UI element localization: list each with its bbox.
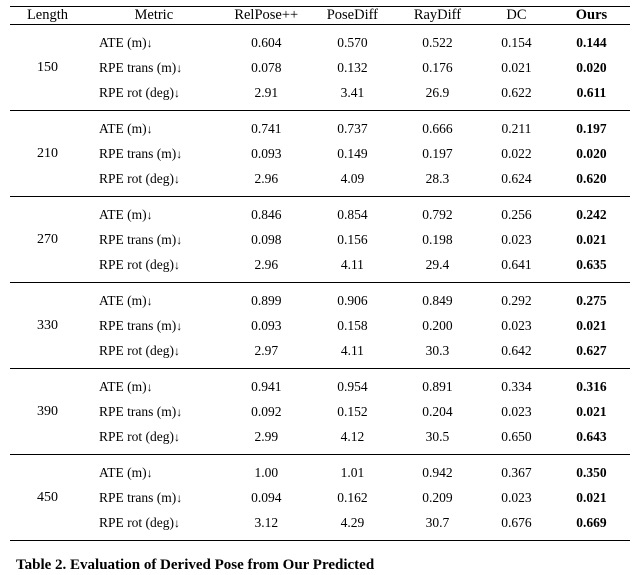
cell-value: 0.941 [251, 378, 282, 394]
row-length-value: 210 [36, 145, 58, 161]
table-row [10, 55, 630, 80]
column-header-relpose: RelPose++ [234, 7, 299, 23]
cell-value: 30.5 [425, 428, 450, 444]
row-metric-label [85, 227, 223, 252]
cell-value: 28.3 [425, 170, 450, 186]
cell-value: 4.12 [340, 428, 365, 444]
arrow-down-icon: ↓ [146, 293, 153, 308]
row-metric-label [85, 80, 223, 105]
metric-name: RPE rot (deg) [98, 256, 174, 272]
cell-value: 0.200 [422, 317, 453, 333]
cell-value: 0.792 [422, 206, 453, 222]
cell-value: 0.023 [501, 403, 532, 419]
cell-value: 0.570 [337, 34, 368, 50]
cell-ours: 0.020 [576, 145, 607, 161]
cell-value: 0.676 [501, 514, 532, 530]
cell-ours: 0.242 [576, 206, 607, 222]
cell-value: 0.256 [501, 206, 532, 222]
cell-ours: 0.275 [576, 292, 607, 308]
cell-value: 0.906 [337, 292, 368, 308]
metric-name: ATE (m) [98, 34, 147, 50]
arrow-down-icon: ↓ [146, 121, 153, 136]
cell-value: 1.01 [340, 464, 365, 480]
metric-name: RPE trans (m) [98, 403, 177, 419]
cell-value: 4.11 [340, 342, 364, 358]
row-metric-label [85, 55, 223, 80]
table-header [10, 7, 630, 26]
row-metric-label [85, 399, 223, 424]
arrow-down-icon: ↓ [146, 465, 153, 480]
cell-value: 0.211 [501, 120, 532, 136]
cell-value: 0.624 [501, 170, 532, 186]
cell-value: 2.96 [254, 170, 279, 186]
cell-value: 0.899 [251, 292, 282, 308]
header-row [10, 7, 630, 25]
cell-value: 0.149 [337, 145, 368, 161]
cell-ours: 0.643 [576, 428, 607, 444]
cell-value: 0.098 [251, 231, 282, 247]
cell-value: 2.97 [254, 342, 279, 358]
arrow-down-icon: ↓ [173, 257, 180, 272]
arrow-down-icon: ↓ [176, 60, 183, 75]
metric-name: ATE (m) [98, 464, 147, 480]
cell-value: 2.91 [254, 84, 279, 100]
row-metric-label [85, 338, 223, 363]
metric-name: RPE trans (m) [98, 231, 177, 247]
cell-value: 0.093 [251, 145, 282, 161]
cell-value: 0.198 [422, 231, 453, 247]
column-header-ours: Ours [575, 7, 608, 23]
metric-name: ATE (m) [98, 292, 147, 308]
metric-name: RPE trans (m) [98, 317, 177, 333]
cell-value: 0.642 [501, 342, 532, 358]
cell-ours: 0.316 [576, 378, 607, 394]
cell-value: 2.99 [254, 428, 279, 444]
cell-value: 0.156 [337, 231, 368, 247]
metric-name: RPE rot (deg) [98, 170, 174, 186]
cell-ours: 0.611 [576, 84, 607, 100]
cell-ours: 0.020 [576, 59, 607, 75]
cell-value: 0.942 [422, 464, 453, 480]
row-length-value: 150 [36, 59, 58, 75]
row-metric-label [85, 485, 223, 510]
row-length-value: 390 [36, 403, 58, 419]
table-row [10, 116, 630, 141]
cell-ours: 0.021 [576, 403, 607, 419]
table-row [10, 288, 630, 313]
table-row [10, 485, 630, 510]
row-length-value: 450 [36, 489, 58, 505]
row-metric-label [85, 166, 223, 191]
arrow-down-icon: ↓ [176, 318, 183, 333]
row-metric-label [85, 424, 223, 449]
cell-ours: 0.197 [576, 120, 607, 136]
cell-value: 0.522 [422, 34, 453, 50]
row-metric-label [85, 141, 223, 166]
results-table [10, 6, 630, 541]
metric-name: RPE rot (deg) [98, 428, 174, 444]
cell-value: 0.154 [501, 34, 532, 50]
row-metric-label [85, 202, 223, 227]
row-length-value: 270 [36, 231, 58, 247]
cell-value: 0.741 [251, 120, 282, 136]
metric-name: ATE (m) [98, 120, 147, 136]
arrow-down-icon: ↓ [176, 490, 183, 505]
table-row [10, 80, 630, 105]
arrow-down-icon: ↓ [176, 404, 183, 419]
cell-value: 0.158 [337, 317, 368, 333]
row-length-value: 330 [36, 317, 58, 333]
cell-value: 0.641 [501, 256, 532, 272]
cell-value: 0.367 [501, 464, 532, 480]
cell-value: 0.162 [337, 489, 368, 505]
table-body [10, 25, 630, 541]
cell-value: 4.29 [340, 514, 365, 530]
table-row [10, 510, 630, 535]
cell-ours: 0.620 [576, 170, 607, 186]
cell-value: 0.666 [422, 120, 453, 136]
cell-ours: 0.021 [576, 317, 607, 333]
cell-value: 0.604 [251, 34, 282, 50]
metric-name: RPE trans (m) [98, 145, 177, 161]
cell-value: 0.023 [501, 317, 532, 333]
row-metric-label [85, 313, 223, 338]
cell-value: 0.023 [501, 231, 532, 247]
cell-value: 0.737 [337, 120, 368, 136]
metric-name: RPE trans (m) [98, 59, 177, 75]
table-row [10, 338, 630, 363]
row-metric-label [85, 30, 223, 55]
cell-value: 2.96 [254, 256, 279, 272]
cell-value: 0.854 [337, 206, 368, 222]
table-row [10, 313, 630, 338]
cell-ours: 0.627 [576, 342, 607, 358]
table-row [10, 424, 630, 449]
cell-value: 0.022 [501, 145, 532, 161]
column-header-metric: Metric [134, 7, 174, 23]
cell-value: 0.094 [251, 489, 282, 505]
metric-name: RPE trans (m) [98, 489, 177, 505]
cell-value: 30.3 [425, 342, 450, 358]
cell-value: 0.197 [422, 145, 453, 161]
cell-value: 0.204 [422, 403, 453, 419]
cell-value: 0.176 [422, 59, 453, 75]
cell-ours: 0.669 [576, 514, 607, 530]
arrow-down-icon: ↓ [173, 171, 180, 186]
row-metric-label [85, 288, 223, 313]
cell-value: 0.954 [337, 378, 368, 394]
arrow-down-icon: ↓ [146, 207, 153, 222]
cell-value: 0.650 [501, 428, 532, 444]
cell-value: 0.078 [251, 59, 282, 75]
cell-value: 0.292 [501, 292, 532, 308]
cell-value: 0.891 [422, 378, 453, 394]
row-metric-label [85, 252, 223, 277]
table-row [10, 460, 630, 485]
table-row [10, 252, 630, 277]
cell-value: 0.023 [501, 489, 532, 505]
arrow-down-icon: ↓ [173, 343, 180, 358]
cell-value: 0.092 [251, 403, 282, 419]
column-header-length: Length [26, 7, 69, 23]
cell-value: 0.093 [251, 317, 282, 333]
table-row [10, 374, 630, 399]
table-caption: Table 2. Evaluation of Derived Pose from Our Predicted [16, 557, 375, 573]
cell-value: 3.41 [340, 84, 365, 100]
cell-value: 4.11 [340, 256, 364, 272]
column-header-dc: DC [506, 7, 527, 23]
column-header-posediff: PoseDiff [326, 7, 379, 23]
arrow-down-icon: ↓ [146, 379, 153, 394]
cell-value: 0.622 [501, 84, 532, 100]
cell-ours: 0.021 [576, 489, 607, 505]
cell-ours: 0.021 [576, 231, 607, 247]
cell-value: 30.7 [425, 514, 450, 530]
cell-value: 26.9 [425, 84, 450, 100]
row-metric-label [85, 510, 223, 535]
table-row [10, 166, 630, 191]
row-metric-label [85, 374, 223, 399]
column-header-raydiff: RayDiff [413, 7, 462, 23]
arrow-down-icon: ↓ [173, 85, 180, 100]
arrow-down-icon: ↓ [176, 232, 183, 247]
cell-value: 4.09 [340, 170, 365, 186]
table-row [10, 30, 630, 55]
rule-bottom [10, 541, 630, 542]
table-row [10, 141, 630, 166]
table-row [10, 202, 630, 227]
table-row [10, 399, 630, 424]
cell-value: 0.849 [422, 292, 453, 308]
metric-name: RPE rot (deg) [98, 342, 174, 358]
arrow-down-icon: ↓ [146, 35, 153, 50]
metric-name: RPE rot (deg) [98, 514, 174, 530]
cell-value: 0.846 [251, 206, 282, 222]
cell-value: 3.12 [254, 514, 279, 530]
cell-value: 0.132 [337, 59, 368, 75]
cell-value: 0.152 [337, 403, 368, 419]
cell-value: 29.4 [425, 256, 450, 272]
cell-ours: 0.350 [576, 464, 607, 480]
cell-ours: 0.635 [576, 256, 607, 272]
cell-value: 1.00 [254, 464, 279, 480]
metric-name: ATE (m) [98, 206, 147, 222]
cell-ours: 0.144 [576, 34, 607, 50]
arrow-down-icon: ↓ [176, 146, 183, 161]
cell-value: 0.021 [501, 59, 532, 75]
metric-name: ATE (m) [98, 378, 147, 394]
cell-value: 0.334 [501, 378, 532, 394]
row-metric-label [85, 116, 223, 141]
metric-name: RPE rot (deg) [98, 84, 174, 100]
arrow-down-icon: ↓ [173, 515, 180, 530]
cell-value: 0.209 [422, 489, 453, 505]
arrow-down-icon: ↓ [173, 429, 180, 444]
row-metric-label [85, 460, 223, 485]
table-row [10, 227, 630, 252]
